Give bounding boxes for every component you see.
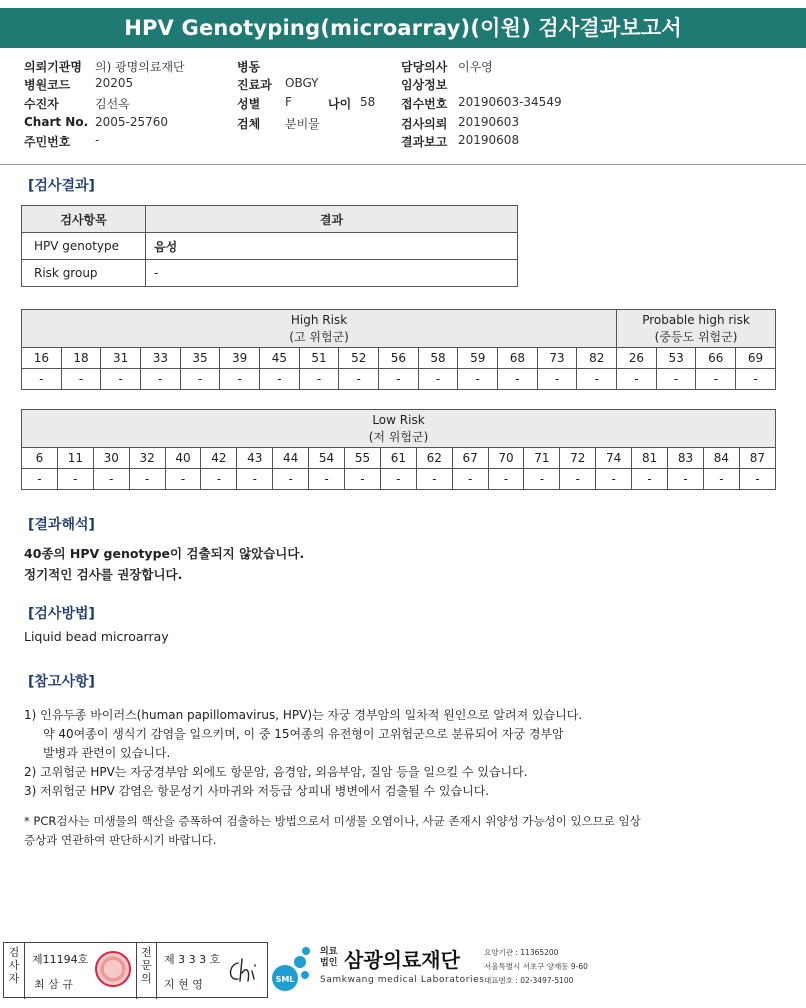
genotype-cell: 68 bbox=[498, 348, 538, 369]
genotype-cell: 72 bbox=[560, 448, 596, 469]
pcr-footnote bbox=[24, 812, 641, 850]
genotype-result-cell: - bbox=[524, 469, 560, 490]
genotype-cell: 18 bbox=[61, 348, 101, 369]
genotype-result-cell: - bbox=[632, 469, 668, 490]
genotype-cell: 26 bbox=[617, 348, 657, 369]
institution-value: 의) 광명의료재단 bbox=[95, 60, 185, 74]
receipt-value: 20190603-34549 bbox=[458, 95, 562, 109]
genotype-result-cell: - bbox=[488, 469, 524, 490]
genotype-result-cell: - bbox=[379, 369, 419, 390]
genotype-result-cell: - bbox=[498, 369, 538, 390]
genotype-result-cell: - bbox=[237, 469, 273, 490]
col-item-header: 검사항목 bbox=[22, 206, 146, 233]
sex-value: F bbox=[285, 95, 292, 109]
genotype-result-cell: - bbox=[380, 469, 416, 490]
report-value: 20190608 bbox=[458, 133, 520, 147]
genotype-cell: 31 bbox=[101, 348, 141, 369]
report-title: HPV Genotyping(microarray)(이원) 검사결과보고서 bbox=[0, 8, 806, 48]
genotype-result-cell: - bbox=[273, 469, 309, 490]
note-item: 3) 저위험군 HPV 감염은 항문성기 사마귀와 저등급 상피내 병변에서 검출될 수 있습니다. bbox=[24, 784, 490, 798]
genotype-result-cell: - bbox=[345, 469, 381, 490]
seal-stamp-icon bbox=[95, 951, 131, 987]
genotype-cell: 56 bbox=[379, 348, 419, 369]
resident-value: - bbox=[95, 133, 100, 147]
genotype-cell: 69 bbox=[736, 348, 776, 369]
specimen-value: 분비물 bbox=[285, 117, 320, 131]
genotype-result-cell: - bbox=[596, 469, 632, 490]
low-risk-label: Low Risk bbox=[372, 412, 425, 427]
genotype-result-cell: - bbox=[93, 469, 129, 490]
section-method-heading: [검사방법] bbox=[28, 606, 95, 622]
note-item: 발병과 관련이 있습니다. bbox=[43, 746, 171, 760]
genotype-result-cell: - bbox=[537, 369, 577, 390]
note-item: 약 40여종이 생식기 감염을 일으키며, 이 중 15여종의 유전형이 고위험군으로 분류되어 자궁 경부암 bbox=[43, 727, 564, 741]
result-value: - bbox=[146, 260, 518, 287]
genotype-result-cell: - bbox=[416, 469, 452, 490]
genotype-result-cell: - bbox=[339, 369, 379, 390]
table-row bbox=[22, 233, 518, 260]
genotype-cell: 16 bbox=[22, 348, 62, 369]
genotype-result-cell: - bbox=[141, 369, 181, 390]
genotype-result-cell: - bbox=[22, 369, 62, 390]
examiner-name: 최 삼 규 bbox=[34, 978, 73, 991]
patient-info-panel bbox=[0, 50, 806, 165]
chart-label: Chart No. bbox=[24, 115, 89, 129]
lab-law-label: 의료법인 bbox=[320, 947, 338, 968]
low-result-row bbox=[22, 469, 776, 490]
report-label: 결과보고 bbox=[401, 135, 448, 149]
genotype-result-cell: - bbox=[739, 469, 775, 490]
genotype-result-cell: - bbox=[560, 469, 596, 490]
genotype-cell: 39 bbox=[220, 348, 260, 369]
probable-risk-sublabel: (중등도 위험군) bbox=[654, 329, 738, 344]
genotype-cell: 83 bbox=[668, 448, 704, 469]
genotype-cell: 35 bbox=[180, 348, 220, 369]
genotype-cell: 59 bbox=[458, 348, 498, 369]
lab-name: 삼광의료재단 bbox=[344, 948, 460, 972]
genotype-cell: 6 bbox=[22, 448, 58, 469]
genotype-cell: 30 bbox=[93, 448, 129, 469]
hospital-code-value: 20205 bbox=[95, 76, 134, 90]
low-risk-header bbox=[22, 410, 776, 448]
interpretation-line: 정기적인 검사를 권장합니다. bbox=[24, 567, 183, 582]
genotype-cell: 61 bbox=[380, 448, 416, 469]
result-item: Risk group bbox=[22, 260, 146, 287]
lab-code: 요양기관 : 11365200 bbox=[484, 948, 559, 957]
table-row bbox=[22, 260, 518, 287]
reference-notes bbox=[24, 706, 582, 801]
dept-label: 진료과 bbox=[237, 78, 272, 92]
genotype-result-cell: - bbox=[309, 469, 345, 490]
genotype-result-cell: - bbox=[129, 469, 165, 490]
low-risk-sublabel: (저 위험군) bbox=[368, 429, 429, 444]
probable-risk-header bbox=[617, 310, 776, 348]
method-text: Liquid bead microarray bbox=[24, 629, 169, 644]
genotype-cell: 45 bbox=[260, 348, 300, 369]
note-item: 2) 고위험군 HPV는 자궁경부암 외에도 항문암, 음경암, 외음부암, 질암 등을 일으킬 수 있습니다. bbox=[24, 765, 528, 779]
high-risk-table bbox=[21, 309, 776, 390]
lab-address: 서울특별시 서초구 양재동 9-60 bbox=[484, 962, 588, 971]
handwritten-signature-icon bbox=[224, 955, 262, 987]
signature-box bbox=[3, 942, 268, 998]
lab-contact-info bbox=[484, 946, 588, 988]
genotype-result-cell: - bbox=[260, 369, 300, 390]
genotype-cell: 71 bbox=[524, 448, 560, 469]
footnote-line: 증상과 연관하여 판단하시기 바랍니다. bbox=[24, 833, 217, 847]
genotype-result-cell: - bbox=[418, 369, 458, 390]
genotype-cell: 73 bbox=[537, 348, 577, 369]
genotype-result-cell: - bbox=[201, 469, 237, 490]
genotype-result-cell: - bbox=[577, 369, 617, 390]
genotype-result-cell: - bbox=[101, 369, 141, 390]
specialist-label: 전 문 의 bbox=[136, 943, 157, 999]
genotype-cell: 40 bbox=[165, 448, 201, 469]
genotype-result-cell: - bbox=[165, 469, 201, 490]
genotype-result-cell: - bbox=[57, 469, 93, 490]
examiner-license: 제11194호 bbox=[32, 953, 89, 966]
clinical-label: 임상정보 bbox=[401, 78, 448, 92]
patient-value: 김선옥 bbox=[95, 97, 130, 111]
resident-label: 주민번호 bbox=[24, 135, 71, 149]
genotype-result-cell: - bbox=[22, 469, 58, 490]
high-risk-header bbox=[22, 310, 617, 348]
genotype-cell: 66 bbox=[696, 348, 736, 369]
genotype-result-cell: - bbox=[180, 369, 220, 390]
chart-value: 2005-25760 bbox=[95, 115, 169, 129]
hospital-code-label: 병원코드 bbox=[24, 78, 71, 92]
genotype-cell: 84 bbox=[703, 448, 739, 469]
genotype-cell: 43 bbox=[237, 448, 273, 469]
genotype-cell: 53 bbox=[656, 348, 696, 369]
lab-english-name: Samkwang medical Laboratories bbox=[320, 975, 485, 985]
ward-label: 병동 bbox=[237, 60, 261, 74]
genotype-cell: 54 bbox=[309, 448, 345, 469]
genotype-result-cell: - bbox=[703, 469, 739, 490]
genotype-cell: 51 bbox=[299, 348, 339, 369]
sml-logo-icon bbox=[271, 944, 313, 996]
high-risk-sublabel: (고 위험군) bbox=[289, 329, 349, 344]
lab-phone: 대표번호 : 02-3497-5100 bbox=[484, 976, 574, 985]
interpretation-text bbox=[24, 543, 304, 585]
low-type-row bbox=[22, 448, 776, 469]
genotype-cell: 74 bbox=[596, 448, 632, 469]
genotype-result-cell: - bbox=[736, 369, 776, 390]
genotype-cell: 67 bbox=[452, 448, 488, 469]
genotype-cell: 62 bbox=[416, 448, 452, 469]
genotype-result-cell: - bbox=[220, 369, 260, 390]
patient-label: 수진자 bbox=[24, 97, 59, 111]
specimen-label: 검체 bbox=[237, 117, 261, 131]
genotype-result-cell: - bbox=[668, 469, 704, 490]
high-risk-label: High Risk bbox=[290, 312, 348, 327]
genotype-result-cell: - bbox=[656, 369, 696, 390]
specialist-license: 제 3 3 3 호 bbox=[164, 953, 221, 966]
request-label: 검사의뢰 bbox=[401, 117, 448, 131]
result-table bbox=[21, 205, 518, 287]
receipt-label: 접수번호 bbox=[401, 97, 448, 111]
col-result-header: 결과 bbox=[146, 206, 518, 233]
sex-label: 성별 bbox=[237, 97, 261, 111]
genotype-cell: 87 bbox=[739, 448, 775, 469]
genotype-cell: 58 bbox=[418, 348, 458, 369]
genotype-result-cell: - bbox=[458, 369, 498, 390]
footnote-line: * PCR검사는 미생물의 핵산을 증폭하여 검출하는 방법으로서 미생물 오염이나, 사균 존재시 위양성 가능성이 있으므로 임상 bbox=[24, 814, 641, 828]
interpretation-line: 40종의 HPV genotype이 검출되지 않았습니다. bbox=[24, 546, 305, 561]
genotype-cell: 11 bbox=[57, 448, 93, 469]
examiner-label: 검 사 자 bbox=[4, 943, 25, 999]
genotype-cell: 44 bbox=[273, 448, 309, 469]
genotype-result-cell: - bbox=[61, 369, 101, 390]
specialist-name: 지 현 영 bbox=[164, 978, 203, 991]
genotype-cell: 32 bbox=[129, 448, 165, 469]
age-value: 58 bbox=[360, 95, 376, 109]
high-type-row bbox=[22, 348, 776, 369]
genotype-cell: 82 bbox=[577, 348, 617, 369]
genotype-result-cell: - bbox=[617, 369, 657, 390]
doctor-label: 담당의사 bbox=[401, 60, 448, 74]
result-item: HPV genotype bbox=[22, 233, 146, 260]
genotype-cell: 55 bbox=[345, 448, 381, 469]
genotype-cell: 42 bbox=[201, 448, 237, 469]
low-risk-table bbox=[21, 409, 776, 490]
genotype-cell: 81 bbox=[632, 448, 668, 469]
doctor-value: 이우영 bbox=[458, 60, 493, 74]
genotype-result-cell: - bbox=[696, 369, 736, 390]
genotype-cell: 70 bbox=[488, 448, 524, 469]
section-result-heading: [검사결과] bbox=[28, 178, 95, 194]
result-value: 음성 bbox=[146, 233, 518, 260]
genotype-cell: 33 bbox=[141, 348, 181, 369]
note-item: 1) 인유두종 바이러스(human papillomavirus, HPV)는 자궁 경부암의 일차적 원인으로 알려져 있습니다. bbox=[24, 708, 583, 722]
genotype-result-cell: - bbox=[452, 469, 488, 490]
genotype-result-cell: - bbox=[299, 369, 339, 390]
logo-text: SML bbox=[275, 975, 295, 984]
institution-label: 의뢰기관명 bbox=[24, 60, 82, 74]
age-label: 나이 bbox=[328, 97, 352, 111]
genotype-cell: 52 bbox=[339, 348, 379, 369]
section-interpretation-heading: [결과해석] bbox=[28, 517, 95, 533]
section-reference-heading: [참고사항] bbox=[28, 674, 95, 690]
high-result-row bbox=[22, 369, 776, 390]
request-value: 20190603 bbox=[458, 115, 520, 129]
probable-risk-label: Probable high risk bbox=[642, 312, 750, 327]
dept-value: OBGY bbox=[285, 76, 319, 90]
